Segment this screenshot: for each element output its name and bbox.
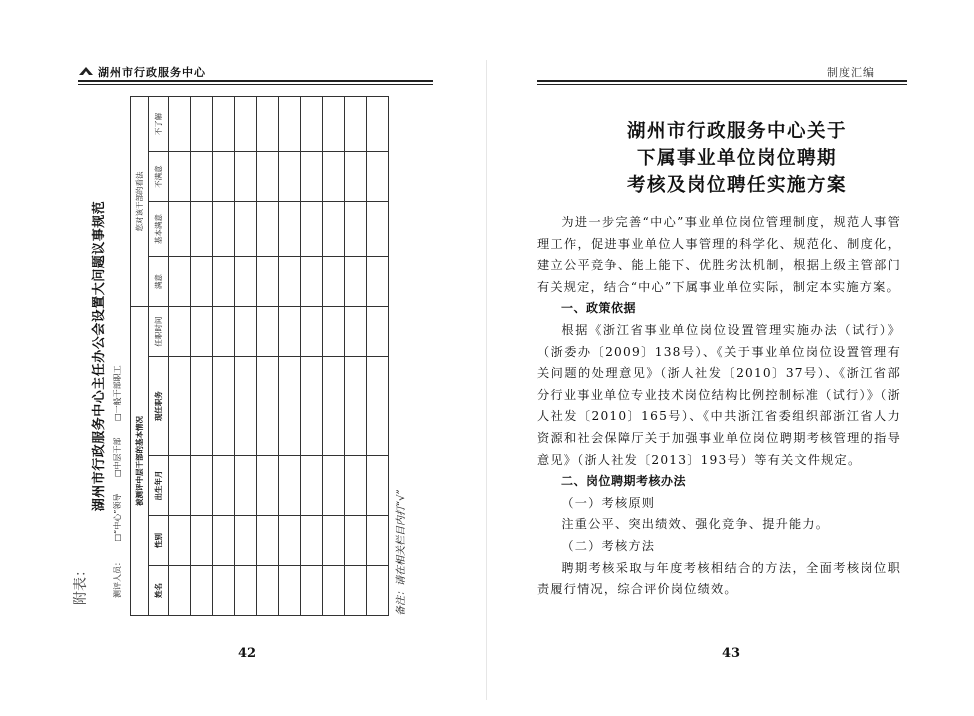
table-cell [367, 202, 389, 257]
table-cell [367, 515, 389, 565]
document-title [567, 118, 907, 199]
subsection-1-heading: （一）考核原则 [561, 495, 656, 510]
table-row [169, 97, 191, 616]
table-row [367, 97, 389, 616]
title-line-1: 湖州市行政服务中心关于 [626, 121, 847, 142]
attachment-label: 附表： [73, 563, 89, 605]
table-cell [235, 152, 257, 202]
table-row [301, 97, 323, 616]
col-tenure: 任职时间 [149, 307, 169, 357]
table-cell [301, 456, 323, 516]
table-cell [301, 357, 323, 456]
table-cell [301, 152, 323, 202]
table-cell [235, 257, 257, 307]
col-basic-satisfied: 基本满意 [149, 202, 169, 257]
document-body [537, 212, 901, 601]
table-cell [169, 565, 191, 615]
table-cell [345, 565, 367, 615]
table-cell [235, 456, 257, 516]
table-cell [301, 515, 323, 565]
table-cell [213, 202, 235, 257]
table-cell [191, 257, 213, 307]
right-page-number: 43 [722, 646, 741, 661]
table-cell [213, 565, 235, 615]
table-cell [301, 565, 323, 615]
table-row [323, 97, 345, 616]
table-cell [169, 515, 191, 565]
table-cell [235, 97, 257, 152]
table-cell [213, 307, 235, 357]
group-basic: 被测评中层干部的基本情况 [131, 307, 149, 616]
table-cell [191, 202, 213, 257]
left-running-header: 湖州市行政服务中心 [98, 66, 206, 79]
table-cell [257, 152, 279, 202]
table-row [257, 97, 279, 616]
section-2-heading: 二、岗位聘期考核办法 [561, 474, 687, 489]
table-cell [279, 307, 301, 357]
right-running-header: 制度汇编 [827, 66, 875, 79]
table-cell [191, 307, 213, 357]
table-cell [235, 202, 257, 257]
section-1-paragraph: 根据《浙江省事业单位岗位设置管理实施办法（试行）》（浙委办〔2009〕138号）、《关于事业单位岗位设置管理有关问题的处理意见》（浙人社发〔2010〕37号）、《浙江省部分行业事业单位专业技术岗位结构比例控制标准（试行）》（浙人社发〔2010〕165号）、《中共浙江省委组织部浙江省人力资源和社会保障厅关于加强事业单位岗位聘期考核管理的指导意见》（浙人社发〔2013〕193号）等有关文件规定。 [537, 322, 901, 467]
col-position: 现任职务 [149, 357, 169, 456]
table-cell [169, 152, 191, 202]
table-cell [345, 202, 367, 257]
subsection-2-heading: （二）考核方法 [561, 538, 656, 553]
table-cell [257, 97, 279, 152]
left-page-number: 42 [238, 646, 257, 661]
table-cell [367, 456, 389, 516]
table-cell [235, 357, 257, 456]
option-leader: □“中心”领导 [113, 493, 122, 542]
col-unknown: 不了解 [149, 97, 169, 152]
table-cell [301, 307, 323, 357]
table-cell [345, 515, 367, 565]
table-cell [279, 565, 301, 615]
col-birth: 出生年月 [149, 456, 169, 516]
col-unsatisfied: 不满意 [149, 152, 169, 202]
table-cell [213, 515, 235, 565]
table-cell [191, 565, 213, 615]
table-cell [279, 456, 301, 516]
table-cell [323, 152, 345, 202]
logo-icon [79, 66, 93, 76]
header-rule-thin [537, 84, 907, 85]
table-cell [367, 97, 389, 152]
table-cell [191, 456, 213, 516]
table-cell [257, 565, 279, 615]
table-cell [323, 97, 345, 152]
form-body [169, 97, 389, 616]
table-cell [169, 257, 191, 307]
option-staff: □一般干部职工 [113, 365, 122, 421]
table-cell [323, 456, 345, 516]
table-cell [323, 202, 345, 257]
evaluation-form [86, 96, 486, 616]
table-cell [257, 357, 279, 456]
table-row [279, 97, 301, 616]
table-cell [213, 257, 235, 307]
table-cell [235, 515, 257, 565]
table-cell [345, 257, 367, 307]
table-cell [169, 202, 191, 257]
table-cell [323, 257, 345, 307]
table-row [191, 97, 213, 616]
table-cell [257, 307, 279, 357]
col-name: 姓名 [149, 565, 169, 615]
table-cell [235, 565, 257, 615]
table-cell [345, 307, 367, 357]
evaluator-line [112, 98, 123, 598]
table-cell [213, 456, 235, 516]
table-cell [279, 257, 301, 307]
table-cell [191, 357, 213, 456]
table-cell [323, 515, 345, 565]
form-note: 备注：请在相关栏目内打“√” [396, 489, 407, 616]
table-cell [323, 307, 345, 357]
table-cell [213, 152, 235, 202]
table-cell [235, 307, 257, 357]
table-cell [367, 307, 389, 357]
table-cell [301, 97, 323, 152]
table-cell [169, 456, 191, 516]
table-row [235, 97, 257, 616]
table-cell [279, 357, 301, 456]
table-cell [213, 97, 235, 152]
table-cell [169, 307, 191, 357]
intro-paragraph: 为进一步完善“中心”事业单位岗位管理制度，规范人事管理工作，促进事业单位人事管理的科学化、规范化、制度化，建立公平竞争、能上能下、优胜劣汰机制，根据上级主管部门有关规定，结合“中心”下属事业单位实际，制定本实施方案。 [537, 215, 901, 294]
form-title: 湖州市行政服务中心主任办公会设置大问题议事规范 [92, 200, 107, 512]
table-cell [257, 202, 279, 257]
table-cell [169, 357, 191, 456]
col-gender: 性别 [149, 515, 169, 565]
table-cell [367, 357, 389, 456]
table-row [213, 97, 235, 616]
table-cell [279, 202, 301, 257]
table-cell [323, 357, 345, 456]
table-cell [301, 257, 323, 307]
title-line-2: 下属事业单位岗位聘期 [636, 148, 837, 169]
subsection-1-text: 注重公平、突出绩效、强化竞争、提升能力。 [561, 517, 830, 532]
table-cell [323, 565, 345, 615]
option-middle: □中层干部 [113, 437, 122, 478]
table-cell [367, 565, 389, 615]
evaluation-table [130, 96, 389, 616]
group-opinion: 您对该干部的看法 [131, 97, 149, 307]
table-cell [191, 515, 213, 565]
header-rule [78, 80, 433, 82]
table-cell [257, 515, 279, 565]
table-cell [345, 357, 367, 456]
table-cell [257, 257, 279, 307]
table-cell [367, 257, 389, 307]
table-cell [279, 515, 301, 565]
table-cell [257, 456, 279, 516]
col-satisfied: 满意 [149, 257, 169, 307]
subsection-2-text: 聘期考核采取与年度考核相结合的方法，全面考核岗位职责履行情况，综合评价岗位绩效。 [537, 560, 901, 597]
table-cell [191, 152, 213, 202]
table-row [345, 97, 367, 616]
right-page [487, 0, 974, 716]
table-cell [301, 202, 323, 257]
section-1-heading: 一、政策依据 [561, 301, 637, 316]
title-line-3: 考核及岗位聘任实施方案 [626, 175, 847, 196]
header-rule-thin [78, 84, 433, 85]
header-rule [537, 80, 907, 82]
table-cell [279, 152, 301, 202]
table-cell [345, 97, 367, 152]
table-cell [279, 97, 301, 152]
table-cell [191, 97, 213, 152]
table-cell [345, 152, 367, 202]
rotated-form [84, 96, 414, 616]
table-cell [345, 456, 367, 516]
table-cell [213, 357, 235, 456]
table-cell [367, 152, 389, 202]
evaluator-label: 测评人员： [113, 558, 122, 598]
table-cell [169, 97, 191, 152]
